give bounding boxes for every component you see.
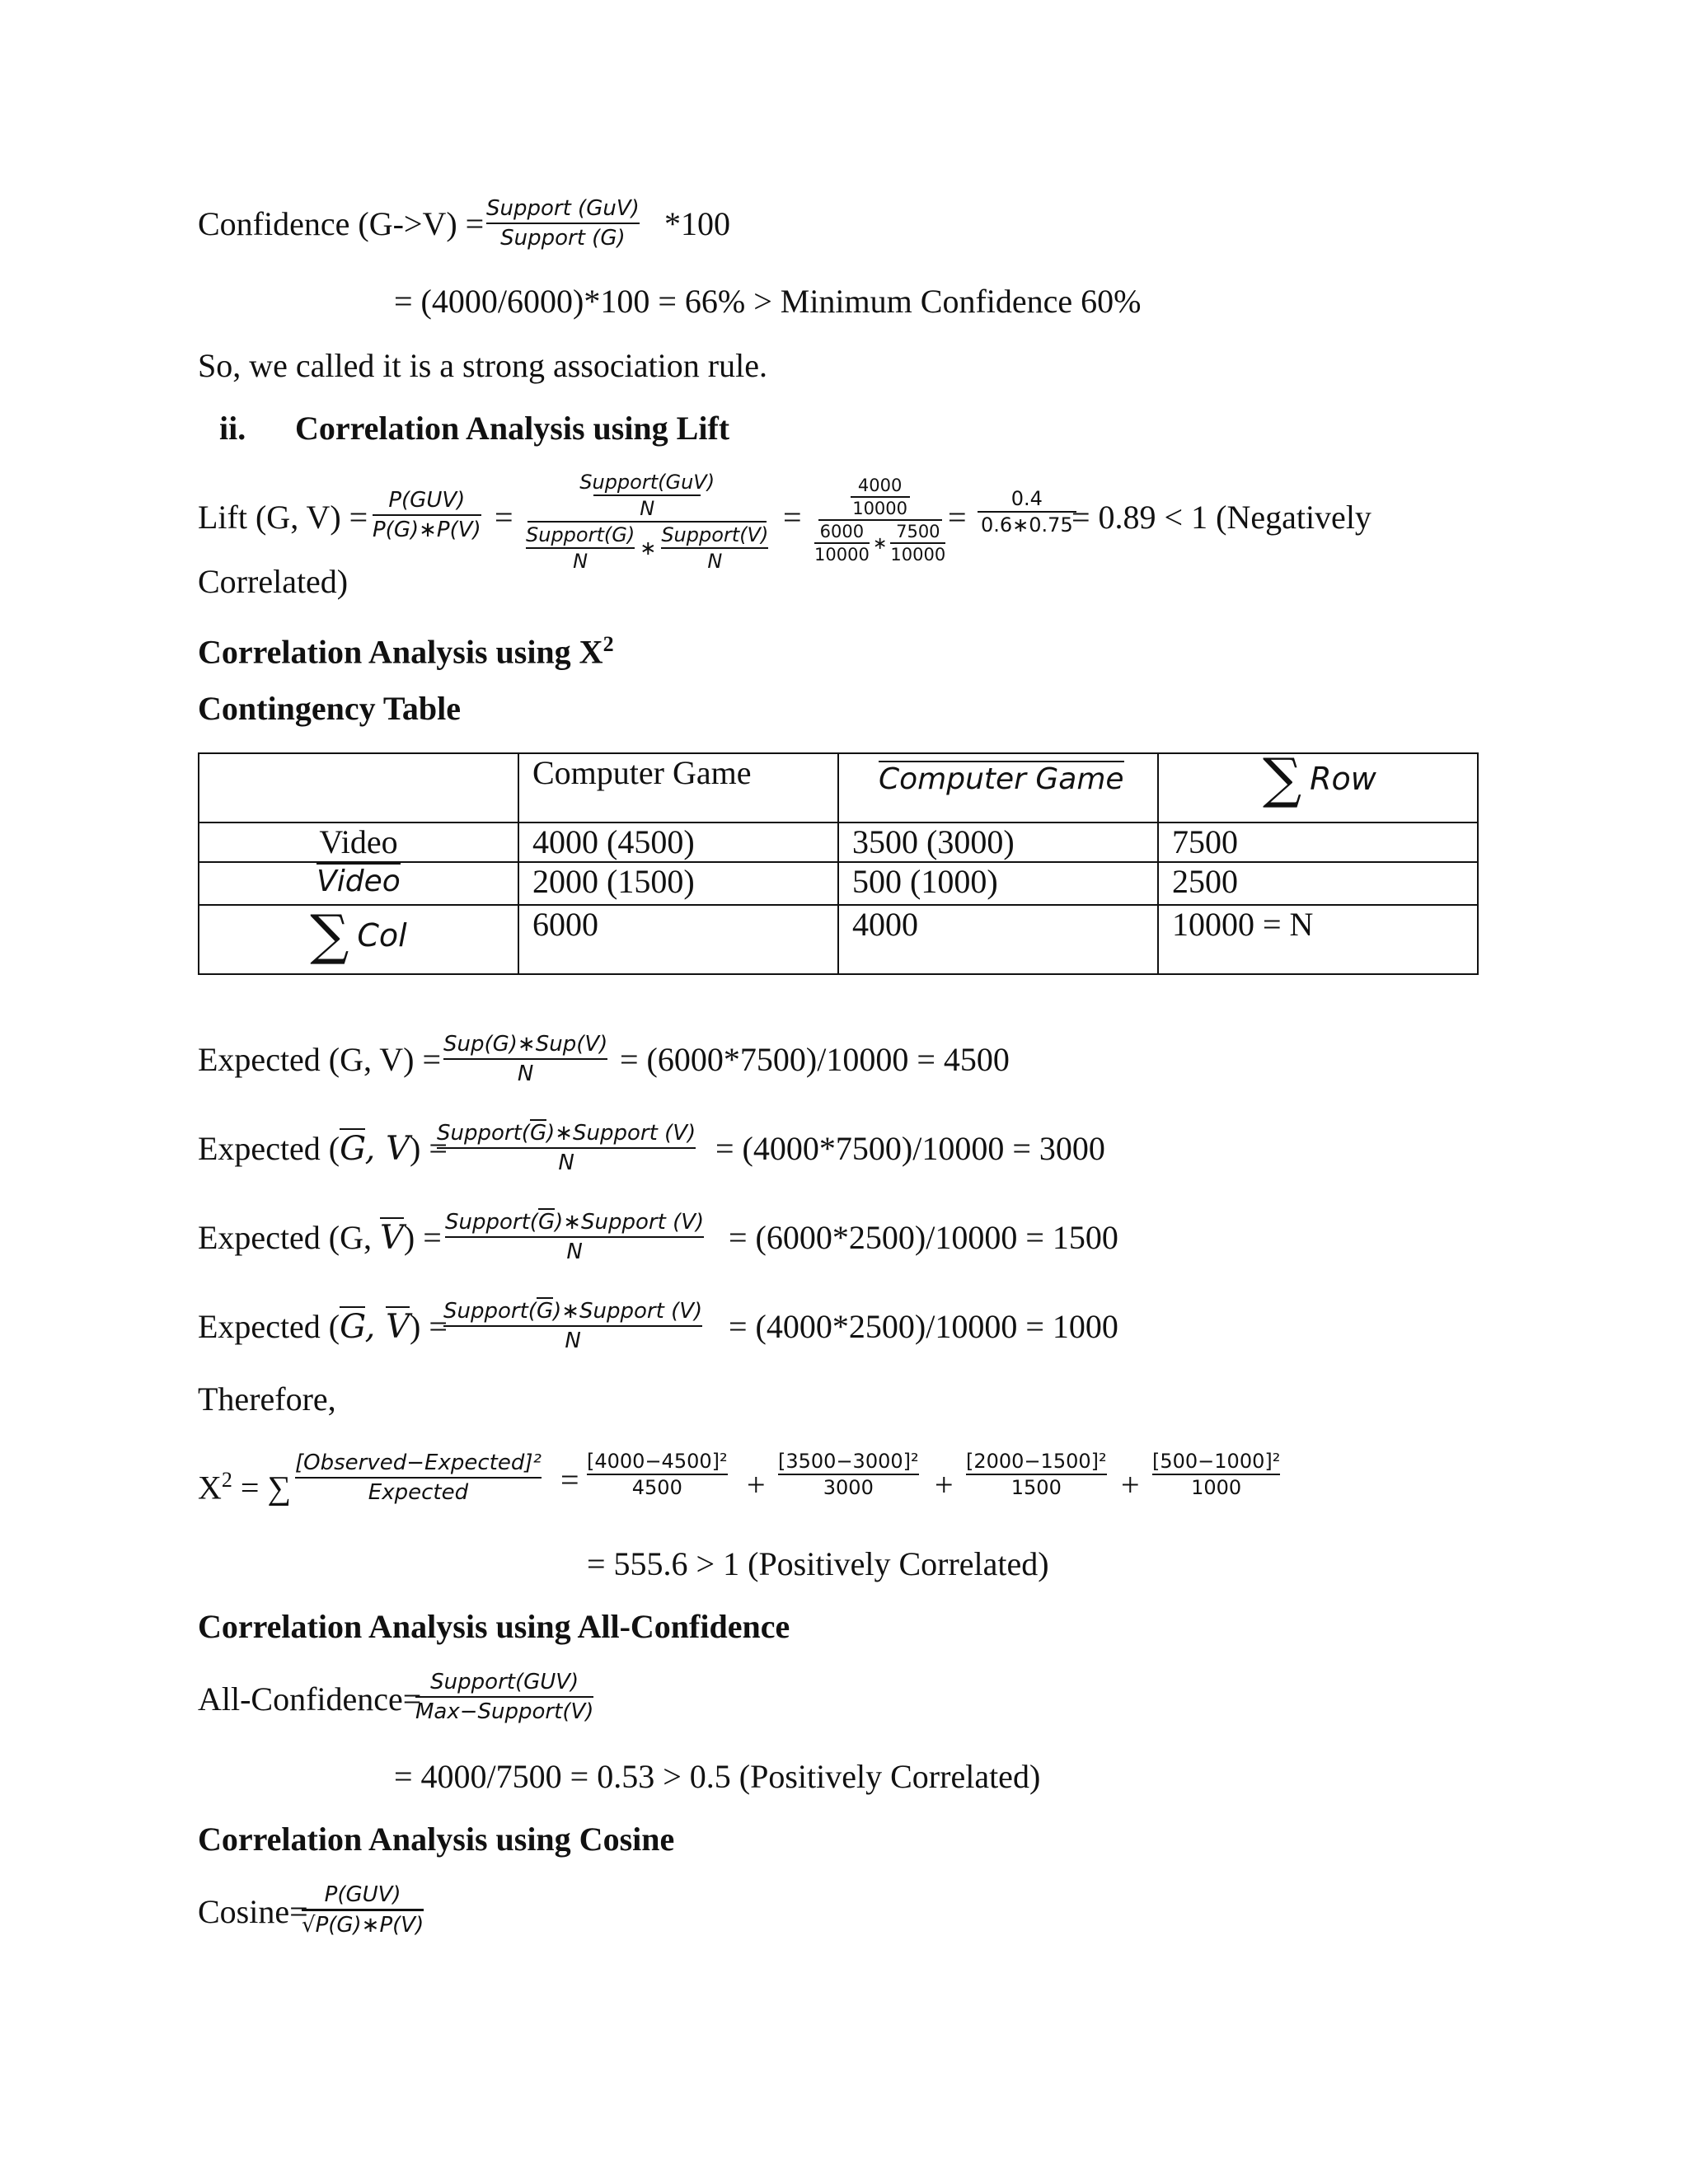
cosine-fraction — [302, 1881, 424, 1939]
expected-gv-numerator: Sup(G)∗Sup(V) — [443, 1032, 608, 1057]
lift-f2-den-a-top: Support(G) — [526, 523, 635, 546]
allconf-label: All-Confidence= — [198, 1680, 422, 1718]
term-denominator: 1000 — [1191, 1476, 1242, 1499]
expected-notg-notv-result: = (4000*2500)/10000 = 1000 — [729, 1308, 1118, 1345]
col-sum-label: Col — [357, 917, 407, 954]
allconf-numerator: Support(GUV) — [430, 1670, 579, 1694]
table-row — [199, 823, 1478, 862]
expected-g-notv-denominator: N — [566, 1240, 583, 1264]
lift-f2-num-top: Support(GuV) — [579, 471, 715, 494]
confidence-times: *100 — [664, 205, 730, 242]
cosine-numerator: P(GUV) — [324, 1882, 401, 1907]
term-numerator: [4000−4500]² — [587, 1450, 728, 1473]
term-denominator: 3000 — [823, 1476, 874, 1499]
lift-f3-den-b-bot: 10000 — [890, 545, 946, 565]
num-part: Support( — [443, 1299, 537, 1324]
plus-sign: + — [1121, 1466, 1140, 1503]
chisq-formula-lhs — [198, 1460, 291, 1507]
chisq-term-2 — [778, 1449, 919, 1500]
table-heading: Contingency Table — [198, 690, 461, 727]
table-cell: 4000 — [838, 905, 1158, 974]
lhs-sup: 2 — [221, 1468, 232, 1492]
lift-f3-den-a-bot: 10000 — [814, 545, 870, 565]
confidence-numerator: Support (GuV) — [486, 196, 640, 221]
expected-g-notv-numerator — [445, 1208, 704, 1236]
therefore-text: Therefore, — [198, 1380, 336, 1418]
confidence-result: = (4000/6000)*100 = 66% > Minimum Confidence 60% — [394, 283, 1142, 320]
table-cell: 3500 (3000) — [838, 823, 1158, 862]
num-part: G — [529, 1121, 547, 1146]
expected-notg-v-label — [198, 1129, 448, 1169]
confidence-fraction — [486, 194, 640, 252]
num-part: )∗Support (V) — [553, 1299, 703, 1324]
expected-notg-v-result: = (4000*7500)/10000 = 3000 — [715, 1130, 1105, 1167]
chisq-heading-text: Correlation Analysis using X — [198, 633, 603, 671]
term-numerator: [3500−3000]² — [778, 1450, 919, 1473]
chisq-term-3 — [966, 1449, 1107, 1500]
term-denominator: 4500 — [631, 1476, 682, 1499]
lift-f3-den-a — [814, 521, 870, 565]
chisq-result: = 555.6 > 1 (Positively Correlated) — [587, 1545, 1049, 1582]
table-cell: 500 (1000) — [838, 862, 1158, 905]
general-denominator: Expected — [368, 1480, 469, 1505]
table-corner-cell — [199, 753, 518, 823]
table-cell: 6000 — [518, 905, 838, 974]
chisq-heading — [198, 625, 614, 672]
general-numerator: [Observed−Expected]² — [295, 1451, 542, 1475]
expected-notg-notv-numerator — [443, 1297, 702, 1325]
allconf-denominator: Max−Support(V) — [415, 1699, 594, 1724]
lift-f2-den-a-bot: N — [573, 550, 588, 573]
lift-fraction-3 — [814, 475, 945, 565]
cosine-label: Cosine= — [198, 1893, 308, 1930]
equals-sign: = — [495, 499, 513, 536]
lift-fraction-2 — [526, 470, 768, 574]
cosine-heading: Correlation Analysis using Cosine — [198, 1821, 675, 1858]
lift-f3-den-b — [890, 521, 945, 565]
expected-notg-notv-label — [198, 1307, 448, 1347]
table-header-row — [199, 753, 1478, 823]
label-part: V — [380, 1219, 404, 1257]
times-sign: ∗ — [640, 537, 657, 560]
expected-gv-fraction — [443, 1030, 607, 1088]
chisq-general-fraction — [295, 1449, 542, 1507]
lhs-x: X — [198, 1469, 222, 1507]
expected-notg-v-numerator — [437, 1119, 696, 1147]
lift-f3-den-a-top: 6000 — [819, 522, 865, 541]
lift-heading: Correlation Analysis using Lift — [295, 410, 730, 447]
confidence-denominator: Support (G) — [500, 226, 626, 251]
lift-result: = 0.89 < 1 (Negatively — [1071, 499, 1372, 536]
lift-fraction-1 — [373, 486, 481, 544]
expected-notg-v-denominator: N — [558, 1151, 574, 1175]
equals-sign: = — [783, 499, 802, 536]
label-part: V — [386, 1130, 410, 1168]
lift-f2-den-b — [661, 523, 768, 574]
plus-sign: + — [935, 1466, 954, 1503]
table-header-row-sum — [1158, 747, 1478, 823]
plus-sign: + — [747, 1466, 766, 1503]
term-denominator: 1500 — [1010, 1476, 1062, 1499]
row-sum-label: Row — [1310, 761, 1376, 797]
lift-f3-den — [814, 521, 945, 565]
expected-notg-notv-denominator: N — [565, 1329, 581, 1353]
num-part: Support( — [445, 1210, 538, 1235]
lift-f2-num-bot: N — [640, 497, 655, 520]
label-part: Expected ( — [198, 1308, 340, 1345]
label-part: G — [340, 1130, 365, 1168]
num-part: Support( — [437, 1121, 530, 1146]
expected-g-notv-label — [198, 1218, 442, 1258]
lift-heading-number: ii. — [219, 410, 246, 447]
lift-f1-numerator: P(GUV) — [388, 488, 466, 513]
equals-sign: = — [560, 1461, 579, 1498]
lift-f1-denominator: P(G)∗P(V) — [373, 518, 481, 542]
allconf-heading: Correlation Analysis using All-Confidence — [198, 1608, 790, 1645]
label-part: , — [364, 1308, 387, 1346]
table-cell: 4000 (4500) — [518, 823, 838, 862]
lift-f2-den — [526, 523, 768, 574]
label-part: V — [386, 1308, 410, 1346]
cosine-denominator: √P(G)∗P(V) — [302, 1913, 424, 1938]
label-part: ) = — [410, 1308, 448, 1345]
row-label-video: Video — [199, 823, 518, 862]
lift-f4-numerator: 0.4 — [1010, 487, 1043, 510]
lift-f2-den-b-top: Support(V) — [661, 523, 769, 546]
table-cell: 7500 — [1158, 823, 1478, 862]
row-label-not-video — [199, 862, 518, 905]
label-part: Expected (G, — [198, 1219, 381, 1256]
expected-gv-denominator: N — [517, 1062, 534, 1086]
lift-result-continued: Correlated) — [198, 563, 349, 600]
num-part: )∗Support (V) — [546, 1121, 696, 1146]
lift-fraction-4 — [978, 486, 1076, 537]
lift-f2-den-b-bot: N — [707, 550, 723, 573]
chisq-term-1 — [587, 1449, 728, 1500]
lift-f3-den-b-top: 7500 — [896, 522, 940, 541]
term-numerator: [2000−1500]² — [966, 1450, 1107, 1473]
label-part: Expected ( — [198, 1130, 340, 1167]
lift-f4-denominator: 0.6∗0.75 — [981, 513, 1073, 537]
chisq-heading-sup: 2 — [603, 632, 614, 656]
table-row — [199, 905, 1478, 974]
contingency-table — [198, 747, 1479, 975]
confidence-conclusion: So, we called it is a strong association rule. — [198, 347, 767, 384]
lhs-sigma: = ∑ — [240, 1469, 291, 1507]
table-header-game: Computer Game — [518, 753, 838, 823]
label-part: , — [364, 1130, 387, 1168]
allconf-fraction — [415, 1668, 593, 1726]
table-cell: 10000 = N — [1158, 905, 1478, 974]
sigma-icon: ∑ — [310, 903, 349, 967]
expected-gv-label: Expected (G, V) = — [198, 1041, 442, 1078]
term-numerator: [500−1000]² — [1152, 1450, 1281, 1473]
row-label-col-sum — [199, 905, 518, 974]
sigma-icon: ∑ — [1263, 747, 1302, 810]
table-row — [199, 862, 1478, 905]
times-sign: ∗ — [872, 533, 888, 553]
num-part: G — [536, 1299, 554, 1324]
expected-notg-v-fraction — [437, 1119, 696, 1177]
expected-g-notv-result: = (6000*2500)/10000 = 1500 — [729, 1219, 1118, 1256]
not-game-label: Computer Game — [879, 762, 1124, 796]
table-cell: 2500 — [1158, 862, 1478, 905]
expected-g-notv-fraction — [445, 1208, 704, 1266]
num-part: G — [537, 1210, 556, 1235]
label-part: ) = — [410, 1130, 448, 1167]
expected-notg-notv-fraction — [443, 1297, 702, 1355]
confidence-label: Confidence (G->V) = — [198, 205, 485, 242]
label-part: ) = — [403, 1219, 442, 1256]
label-part: G — [340, 1308, 365, 1346]
table-header-not-game — [838, 753, 1158, 823]
lift-label: Lift (G, V) = — [198, 499, 368, 536]
allconf-result: = 4000/7500 = 0.53 > 0.5 (Positively Correlated) — [394, 1758, 1041, 1795]
table-cell: 2000 (1500) — [518, 862, 838, 905]
not-video-label: Video — [316, 865, 401, 898]
lift-f2-den-a — [526, 523, 635, 574]
lift-f3-num-top: 4000 — [857, 476, 903, 495]
equals-sign: = — [948, 499, 967, 536]
expected-gv-result: = (6000*7500)/10000 = 4500 — [620, 1041, 1010, 1078]
lift-f3-num-bot: 10000 — [852, 499, 908, 518]
num-part: )∗Support (V) — [555, 1210, 705, 1235]
chisq-term-4 — [1152, 1449, 1280, 1500]
